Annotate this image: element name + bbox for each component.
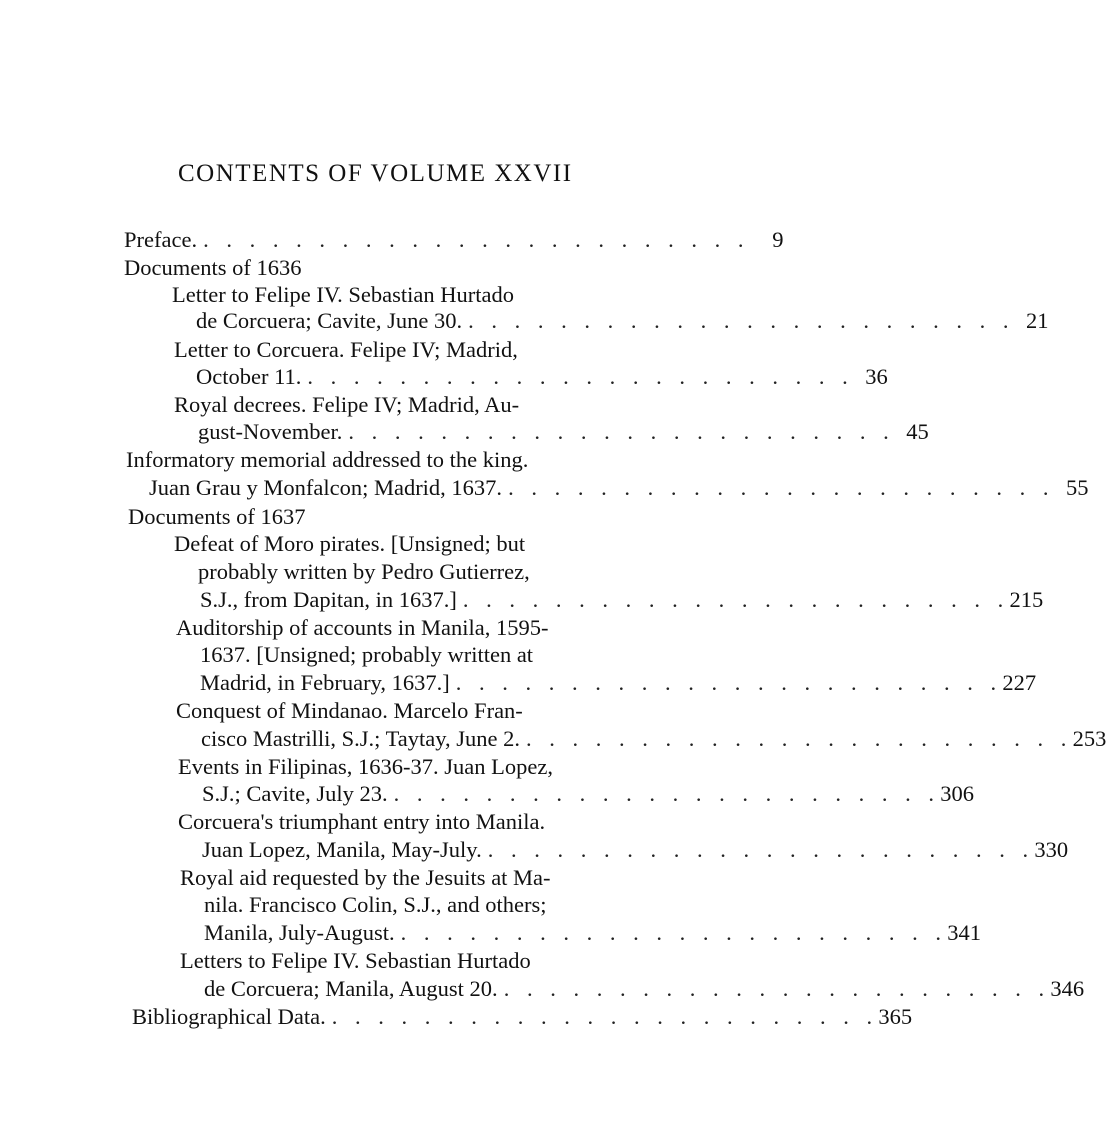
entry-line: Defeat of Moro pirates. [Unsigned; but: [174, 531, 526, 556]
entry-line: Conquest of Mindanao. Marcelo Fran-: [176, 698, 523, 723]
leader-dots: . . . . . . . . . . . . . . . . . . . . . . . .: [348, 419, 895, 444]
page-number: 330: [1034, 837, 1069, 862]
leader-dots: . . . . . . . . . . . . . . . . . . . . . . . .: [503, 976, 1051, 1001]
leader-dots: . . . . . . . . . . . . . . . . . . . . . . . .: [526, 726, 1073, 751]
leader-dots: . . . . . . . . . . . . . . . . . . . . . . . .: [307, 364, 854, 389]
entry-line: de Corcuera; Cavite, June 30.: [196, 308, 463, 333]
entry-line: Manila, July-August.: [204, 920, 395, 945]
page-number: 36: [865, 364, 888, 389]
entry-line: S.J., from Dapitan, in 1637.]: [200, 587, 457, 612]
leader-dots: . . . . . . . . . . . . . . . . . . . . . . . .: [508, 475, 1055, 500]
toc-entry: [196, 363, 888, 390]
entry-line: de Corcuera; Manila, August 20.: [204, 976, 498, 1001]
leader-dots: . . . . . . . . . . . . . . . . . . . . . . . .: [393, 781, 941, 806]
page-number: 306: [940, 781, 975, 806]
toc-entry: [202, 780, 975, 807]
page-number: 227: [1002, 670, 1037, 695]
section-heading-1636: Documents of 1636: [124, 255, 302, 280]
entry-line: Auditorship of accounts in Manila, 1595-: [176, 615, 549, 640]
leader-dots: . . . . . . . . . . . . . . . . . . . . . . . .: [462, 587, 1010, 612]
entry-line: nila. Francisco Colin, S.J., and others;: [204, 892, 547, 917]
entry-line: Letter to Corcuera. Felipe IV; Madrid,: [174, 337, 518, 362]
leader-dots: . . . . . . . . . . . . . . . . . . . . . . . .: [203, 227, 750, 252]
toc-entry: [200, 669, 1037, 696]
section-heading-1637: Documents of 1637: [128, 504, 306, 529]
leader-dots: . . . . . . . . . . . . . . . . . . . . . . . .: [468, 308, 1015, 333]
leader-dots: . . . . . . . . . . . . . . . . . . . . . . . .: [487, 837, 1035, 862]
entry-line: Letters to Felipe IV. Sebastian Hurtado: [180, 948, 531, 973]
toc-entry: [204, 975, 1085, 1002]
page-title: CONTENTS OF VOLUME XXVII: [178, 160, 573, 187]
page-number: 9: [772, 227, 784, 252]
entry-line: probably written by Pedro Gutierrez,: [198, 559, 530, 584]
entry-line: cisco Mastrilli, S.J.; Taytay, June 2.: [201, 726, 521, 751]
entry-line: Corcuera's triumphant entry into Manila.: [178, 809, 546, 834]
toc-entry: [202, 836, 1069, 863]
entry-line: Letter to Felipe IV. Sebastian Hurtado: [172, 282, 515, 307]
leader-dots: . . . . . . . . . . . . . . . . . . . . . . . .: [331, 1004, 879, 1029]
page-number: 341: [947, 920, 981, 945]
page-number: 215: [1009, 587, 1044, 612]
entry-line: Juan Lopez, Manila, May-July.: [202, 837, 482, 862]
entry-line: S.J.; Cavite, July 23.: [202, 781, 388, 806]
toc-entry: [149, 474, 1089, 501]
entry-line: gust-November.: [198, 419, 343, 444]
toc-entry-preface: [124, 226, 784, 253]
entry-line: 1637. [Unsigned; probably written at: [200, 642, 534, 667]
page-number: 346: [1050, 976, 1085, 1001]
toc-entry: [196, 307, 1049, 334]
entry-line: Royal aid requested by the Jesuits at Ma-: [180, 865, 551, 890]
leader-dots: . . . . . . . . . . . . . . . . . . . . . . . .: [455, 670, 1003, 695]
entry-line: Events in Filipinas, 1636-37. Juan Lopez,: [178, 754, 553, 779]
toc-entry-bibliography: [132, 1003, 913, 1030]
entry-line: Informatory memorial addressed to the king.: [126, 447, 529, 472]
entry-title: Preface.: [124, 227, 198, 252]
entry-line: Juan Grau y Monfalcon; Madrid, 1637.: [149, 475, 503, 500]
toc-entry: [204, 919, 981, 946]
page-number: 253: [1072, 726, 1106, 751]
page-number: 21: [1026, 308, 1049, 333]
page-number: 45: [906, 419, 929, 444]
entry-line: Madrid, in February, 1637.]: [200, 670, 450, 695]
entry-line: Royal decrees. Felipe IV; Madrid, Au-: [174, 392, 520, 417]
entry-line: October 11.: [196, 364, 302, 389]
page-number: 55: [1065, 475, 1089, 500]
toc-entry: [201, 725, 1106, 752]
toc-entry: [198, 418, 929, 445]
entry-title: Bibliographical Data.: [132, 1004, 326, 1029]
toc-entry: [200, 586, 1044, 613]
page-number: 365: [878, 1004, 913, 1029]
leader-dots: . . . . . . . . . . . . . . . . . . . . . . . .: [400, 920, 947, 945]
